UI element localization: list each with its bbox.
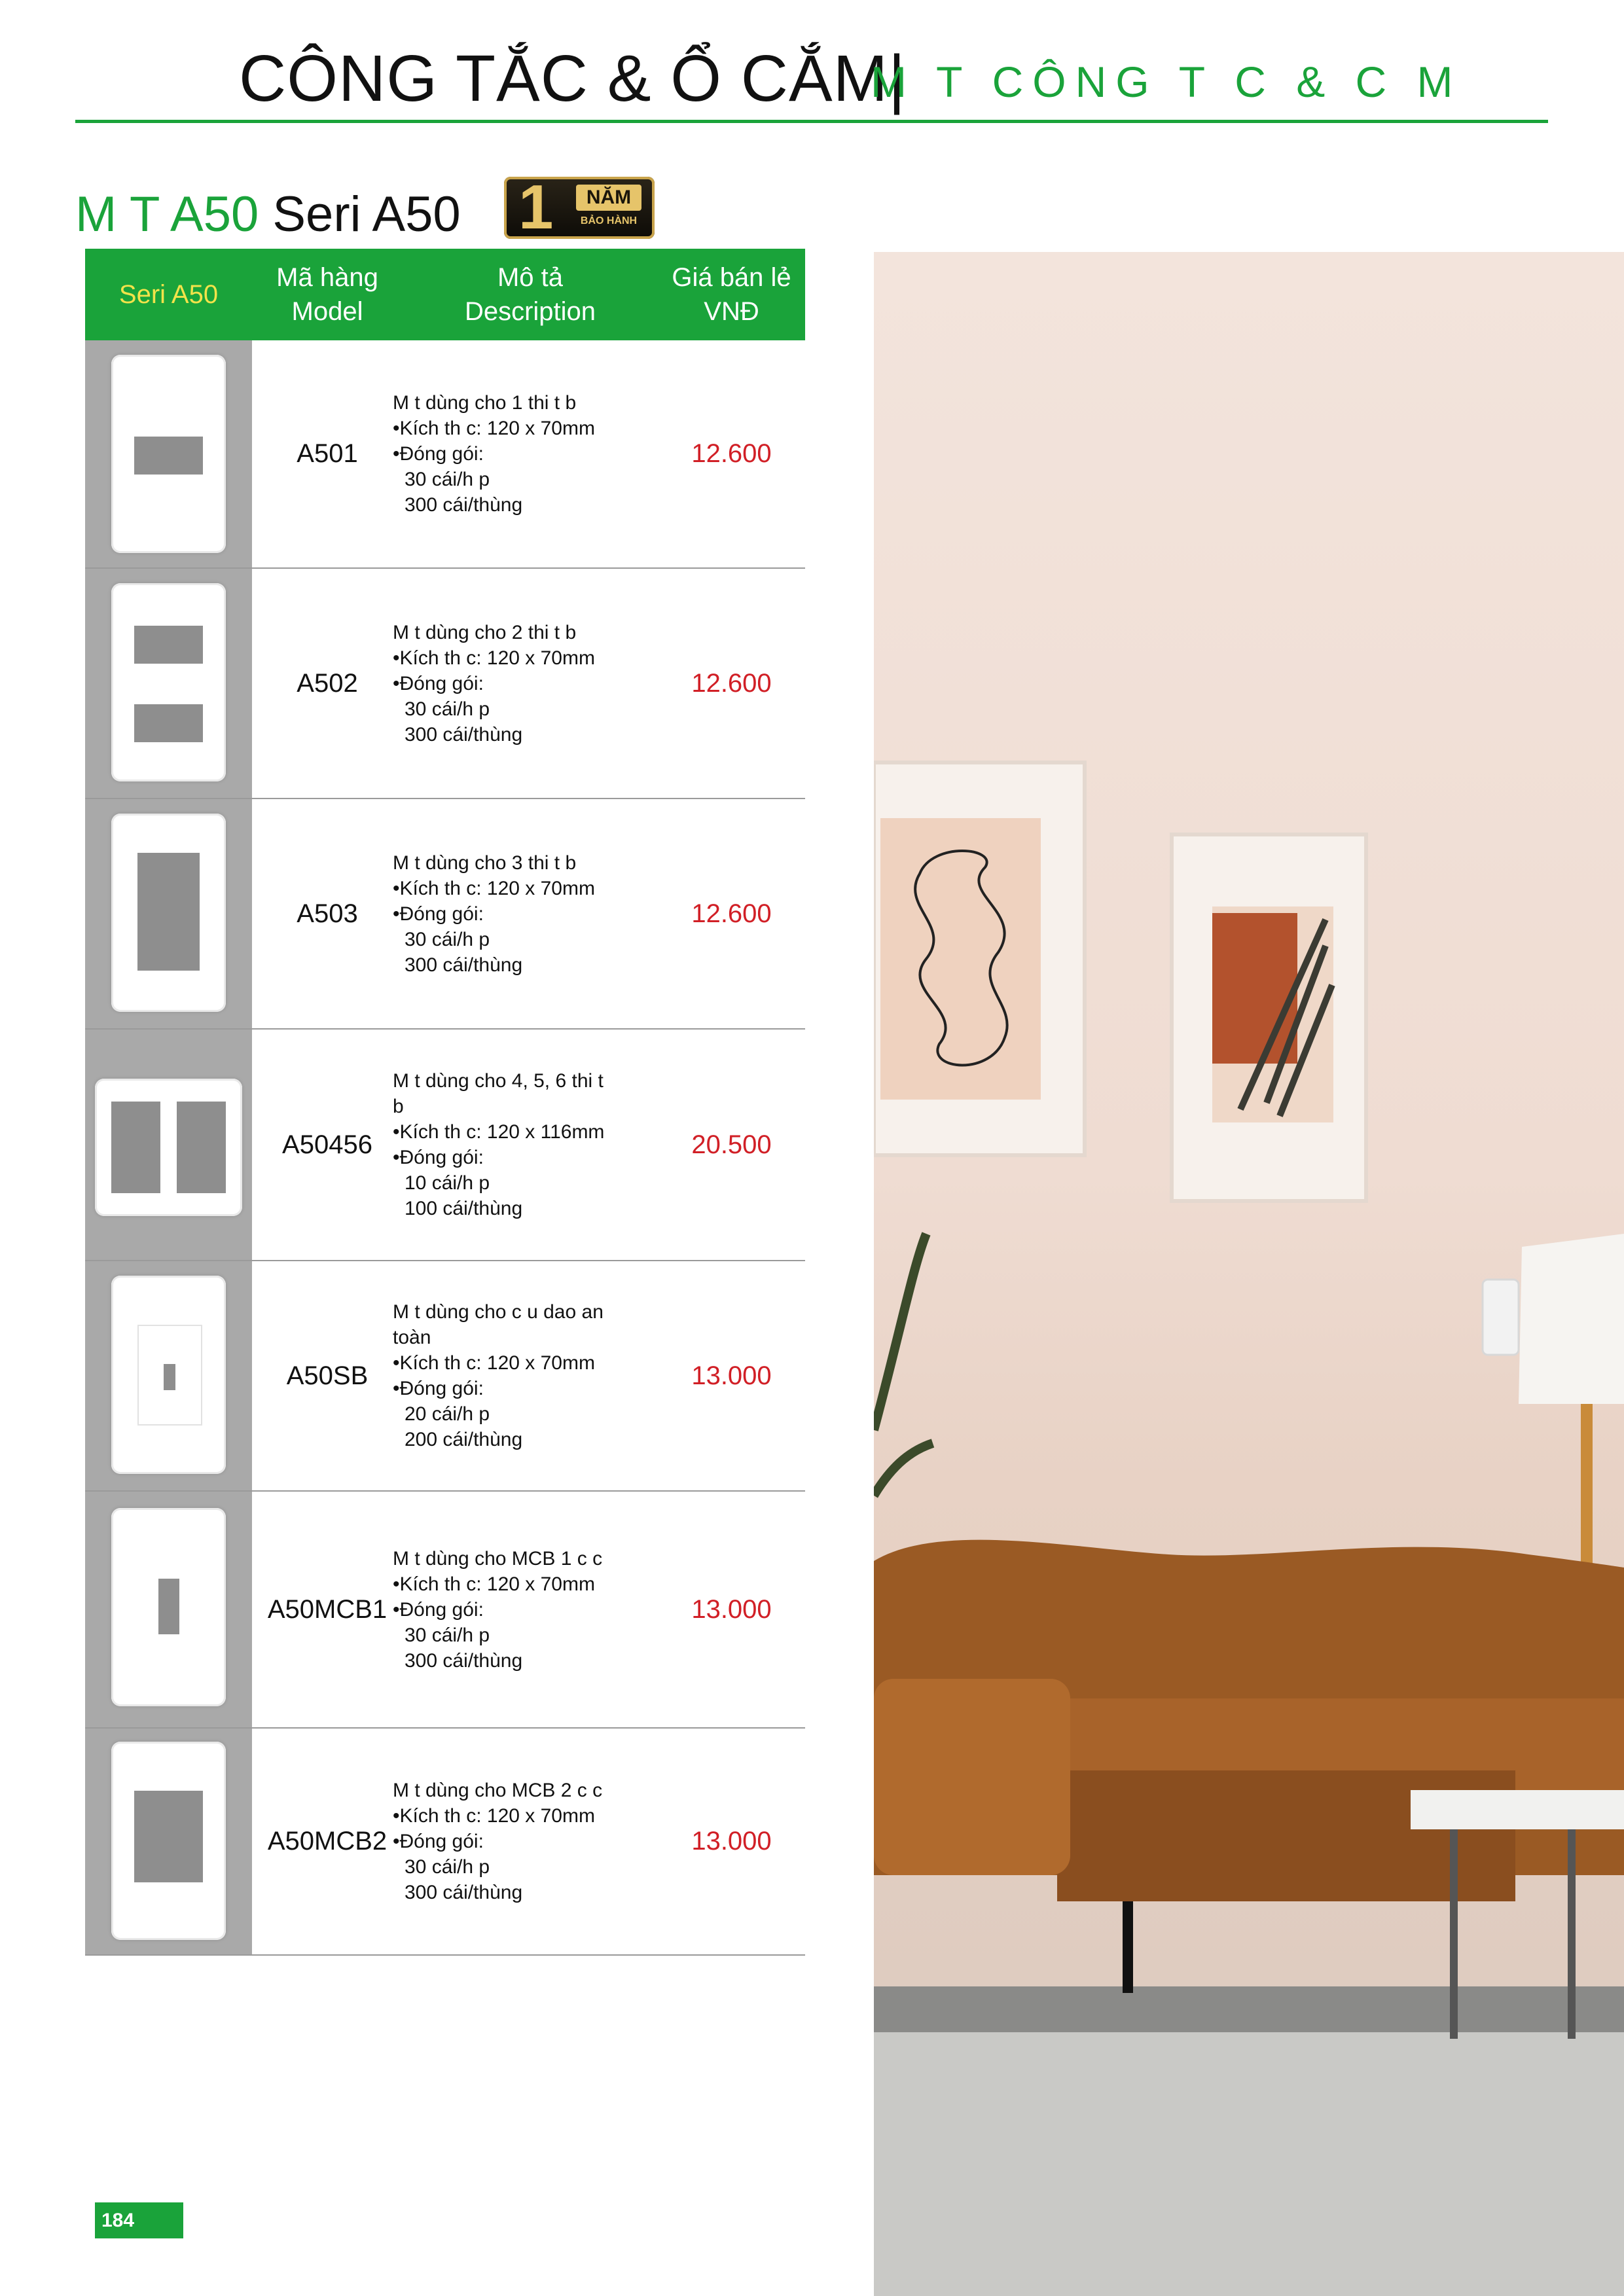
sofa-arm: [874, 1679, 1070, 1875]
price: 13.000: [691, 1827, 772, 1856]
cover-plate: [111, 583, 226, 781]
lamp-shade: [1519, 1234, 1624, 1404]
table-row: [85, 1030, 805, 1261]
table-leg: [1450, 1829, 1458, 2039]
device-slot: [137, 853, 200, 971]
description: M t dùng cho 2 thi t b •Kích th c: 120 x 70mm •Đóng gói: 30 cái/h p 300 cái/thùng: [393, 621, 595, 745]
warranty-badge-caption: BẢO HÀNH: [580, 215, 638, 226]
warranty-badge-number: 1: [518, 172, 554, 242]
table-row: [85, 569, 805, 799]
device-slot: [134, 626, 203, 664]
header-divider: [75, 120, 1548, 123]
cover-plate: [111, 355, 226, 553]
cover-plate: [111, 814, 226, 1012]
artwork-left: [880, 818, 1041, 1100]
device-slot: [134, 1791, 203, 1882]
product-image: [85, 340, 252, 567]
device-slot: [164, 1364, 175, 1390]
description: M t dùng cho MCB 2 c c •Kích th c: 120 x 70mm •Đóng gói: 30 cái/h p 300 cái/thùng: [393, 1780, 603, 1903]
product-image: [85, 799, 252, 1028]
model-code: A50456: [282, 1130, 372, 1159]
price: 12.600: [691, 439, 772, 468]
device-slot: [177, 1102, 226, 1193]
model-code: A50SB: [286, 1361, 369, 1390]
device-slot: [158, 1579, 179, 1634]
model-code: A503: [297, 899, 358, 928]
product-image: [85, 1261, 252, 1490]
product-image: [85, 569, 252, 798]
header-description: Mô tả Description: [464, 263, 596, 326]
cover-plate: [95, 1079, 242, 1216]
section-title-green: M T A50: [75, 187, 259, 242]
description: M t dùng cho 1 thi t b •Kích th c: 120 x 70mm •Đóng gói: 30 cái/h p 300 cái/thùng: [393, 392, 595, 516]
living-room-illustration: [874, 252, 1624, 2296]
description: M t dùng cho 4, 5, 6 thi t b •Kích th c: 120 x 116mm •Đóng gói: 10 cái/h p 100 cái/thùng: [393, 1070, 605, 1219]
page-subtitle: M T CÔNG T C & C M: [871, 58, 1462, 106]
model-code: A50MCB2: [267, 1827, 388, 1856]
product-image: [85, 1729, 252, 1954]
model-code: A50MCB1: [267, 1594, 388, 1624]
table-leg: [1568, 1829, 1576, 2039]
product-image: [85, 1492, 252, 1727]
coffee-table-top: [1411, 1790, 1624, 1829]
interior-photo: [874, 252, 1624, 2296]
header-model: Mã hàng Model: [276, 263, 378, 326]
artwork-block: [1212, 913, 1297, 1064]
price: 12.600: [691, 668, 772, 698]
plant-leaves: [874, 1234, 933, 1496]
cover-plate: [111, 1276, 226, 1474]
page-title: CÔNG TẮC & Ổ CẮM|: [239, 42, 907, 115]
model-code: A502: [297, 668, 358, 698]
cover-plate: [111, 1742, 226, 1940]
price: 20.500: [691, 1130, 772, 1159]
page-number: 184: [95, 2202, 183, 2238]
price: 13.000: [691, 1594, 772, 1624]
price: 12.600: [691, 899, 772, 928]
section-title-dark: Seri A50: [259, 187, 461, 242]
device-slot: [111, 1102, 160, 1193]
description: M t dùng cho MCB 1 c c •Kích th c: 120 x 70mm •Đóng gói: 30 cái/h p 300 cái/thùng: [393, 1547, 603, 1672]
device-slot: [134, 704, 203, 742]
table-row: [85, 1492, 805, 1729]
warranty-badge: [504, 172, 655, 242]
table-row: [85, 1729, 805, 1956]
warranty-badge-word: NĂM: [576, 185, 641, 211]
table-row: [85, 799, 805, 1030]
table-header: [85, 249, 805, 340]
table-row: [85, 340, 805, 569]
model-code: A501: [297, 439, 358, 468]
header-price: Giá bán lẻ VNĐ: [672, 263, 791, 326]
header-seri: Seri A50: [118, 280, 219, 309]
cover-plate: [111, 1508, 226, 1706]
device-slot: [134, 437, 203, 475]
product-table: [85, 249, 805, 1956]
description: M t dùng cho 3 thi t b •Kích th c: 120 x 70mm •Đóng gói: 30 cái/h p 300 cái/thùng: [393, 852, 595, 976]
price: 13.000: [691, 1361, 772, 1390]
product-image: [85, 1030, 252, 1260]
description: M t dùng cho c u dao an toàn •Kích th c: 120 x 70mm •Đóng gói: 20 cái/h p 200 cái/thùng: [393, 1301, 604, 1450]
sofa-leg: [1123, 1901, 1133, 1993]
wall-socket: [1483, 1280, 1519, 1355]
section-title: [75, 183, 461, 246]
rug: [874, 2032, 1624, 2296]
table-row: [85, 1261, 805, 1492]
